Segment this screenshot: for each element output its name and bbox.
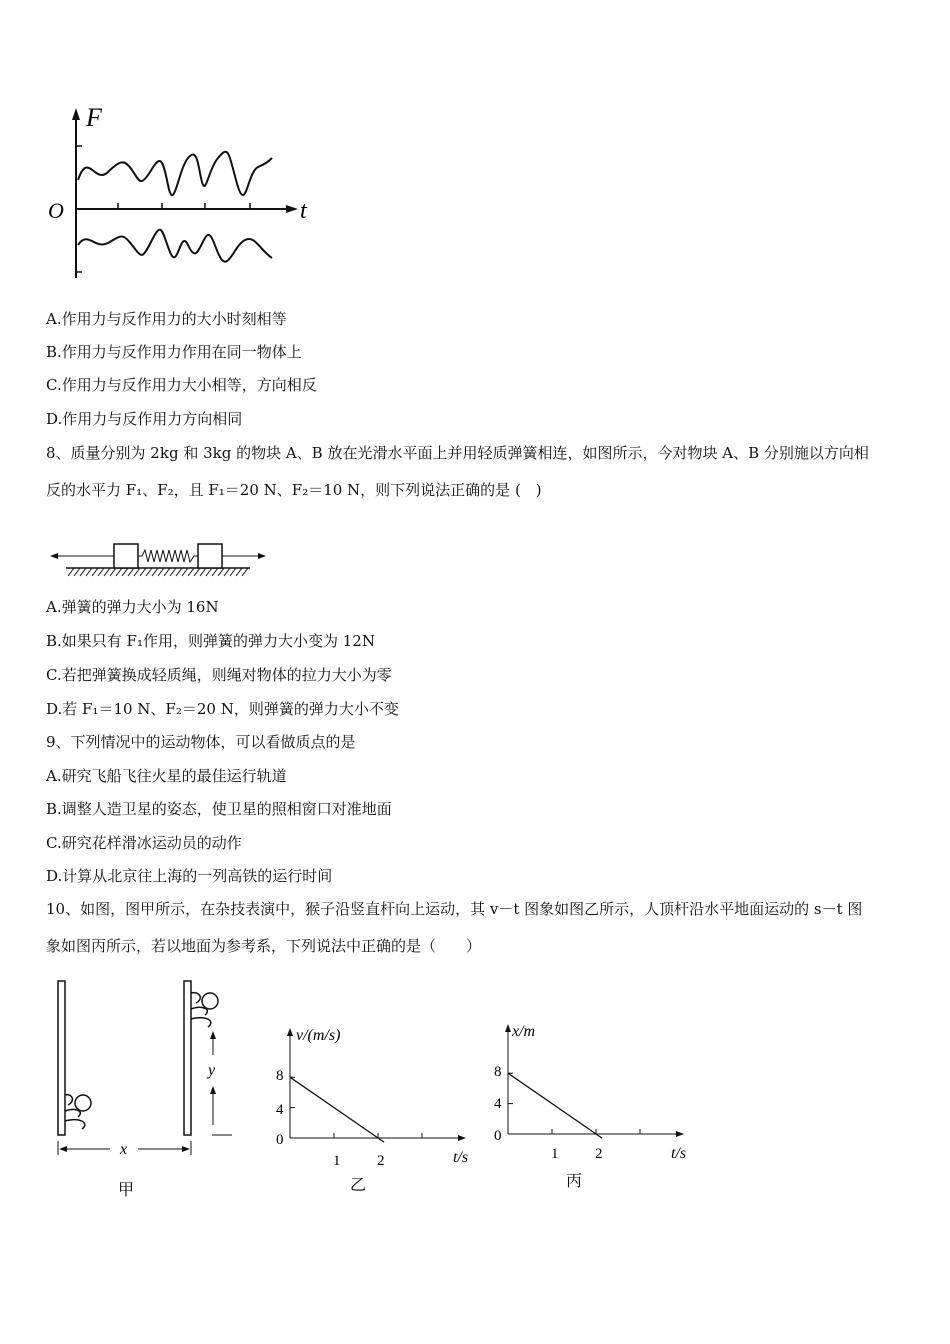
q8-option-b: B.如果只有 F₁作用，则弹簧的弹力大小变为 12N <box>46 632 375 650</box>
monkey-pole-figure <box>50 975 250 1205</box>
chart-yi-ytick-0: 0 <box>276 1132 284 1148</box>
q8-option-c: C.若把弹簧换成轻质绳，则绳对物体的拉力大小为零 <box>46 666 392 684</box>
q10-stem-line2: 象如图丙所示，若以地面为参考系，下列说法中正确的是（ ） <box>46 937 482 955</box>
chart-bing-ytick-0: 0 <box>494 1128 502 1144</box>
q8-option-d: D.若 F₁＝10 N、F₂＝20 N，则弹簧的弹力大小不变 <box>46 700 399 718</box>
q7-option-c: C.作用力与反作用力大小相等，方向相反 <box>46 376 317 394</box>
q9-option-d: D.计算从北京往上海的一列高铁的运行时间 <box>46 867 333 885</box>
q7-option-a: A.作用力与反作用力的大小时刻相等 <box>46 310 287 328</box>
chart-bing-ytick-8: 8 <box>494 1064 502 1080</box>
origin-label: O <box>48 198 64 223</box>
q8-option-a: A.弹簧的弹力大小为 16N <box>46 598 219 616</box>
q8-stem-line2: 反的水平力 F₁、F₂，且 F₁＝20 N、F₂＝10 N，则下列说法正确的是 ( ) <box>46 481 542 499</box>
chart-yi-series-line <box>290 1077 384 1142</box>
chart-bing <box>488 1016 698 1196</box>
q9-option-a: A.研究飞船飞往火星的最佳运行轨道 <box>46 767 287 785</box>
q9-stem: 9、下列情况中的运动物体，可以看做质点的是 <box>46 733 356 751</box>
chart-bing-series-line <box>508 1073 602 1138</box>
y-label: y <box>208 1062 216 1079</box>
chart-bing-ylabel: x/m <box>512 1023 536 1040</box>
q8-stem-line1: 8、质量分别为 2kg 和 3kg 的物块 A、B 放在光滑水平面上并用轻质弹簧相连，如图所示，今对物块 A、B 分别施以方向相 <box>46 444 869 462</box>
chart-yi-xtick-1: 1 <box>333 1153 341 1169</box>
spring-blocks-figure <box>46 536 276 580</box>
chart-yi-xlabel: t/s <box>453 1149 469 1166</box>
chart-bing-caption: 丙 <box>566 1171 583 1190</box>
chart-yi <box>270 1020 480 1200</box>
t-axis-label: t <box>300 198 307 224</box>
q7-option-d: D.作用力与反作用力方向相同 <box>46 410 243 428</box>
q10-stem-line1: 10、如图，图甲所示，在杂技表演中，猴子沿竖直杆向上运动，其 v－t 图象如图乙所示，人顶杆沿水平地面运动的 s－t 图 <box>46 900 863 918</box>
chart-bing-xlabel: t/s <box>671 1145 687 1162</box>
chart-bing-xtick-1: 1 <box>551 1146 559 1162</box>
f-axis-label: F <box>86 103 102 132</box>
q9-option-b: B.调整人造卫星的姿态，使卫星的照相窗口对准地面 <box>46 800 392 818</box>
chart-bing-ytick-4: 4 <box>494 1096 502 1112</box>
chart-yi-xtick-2: 2 <box>377 1153 385 1169</box>
x-label: x <box>120 1141 128 1158</box>
caption-jia: 甲 <box>118 1180 135 1199</box>
chart-bing-xtick-2: 2 <box>595 1146 603 1162</box>
chart-yi-ytick-4: 4 <box>276 1102 284 1118</box>
chart-yi-ytick-8: 8 <box>276 1068 284 1084</box>
chart-yi-ylabel: v/(m/s) <box>296 1027 341 1044</box>
q9-option-c: C.研究花样滑冰运动员的动作 <box>46 834 242 852</box>
chart-yi-caption: 乙 <box>350 1175 367 1194</box>
force-time-graph <box>40 100 320 290</box>
q7-option-b: B.作用力与反作用力作用在同一物体上 <box>46 343 302 361</box>
